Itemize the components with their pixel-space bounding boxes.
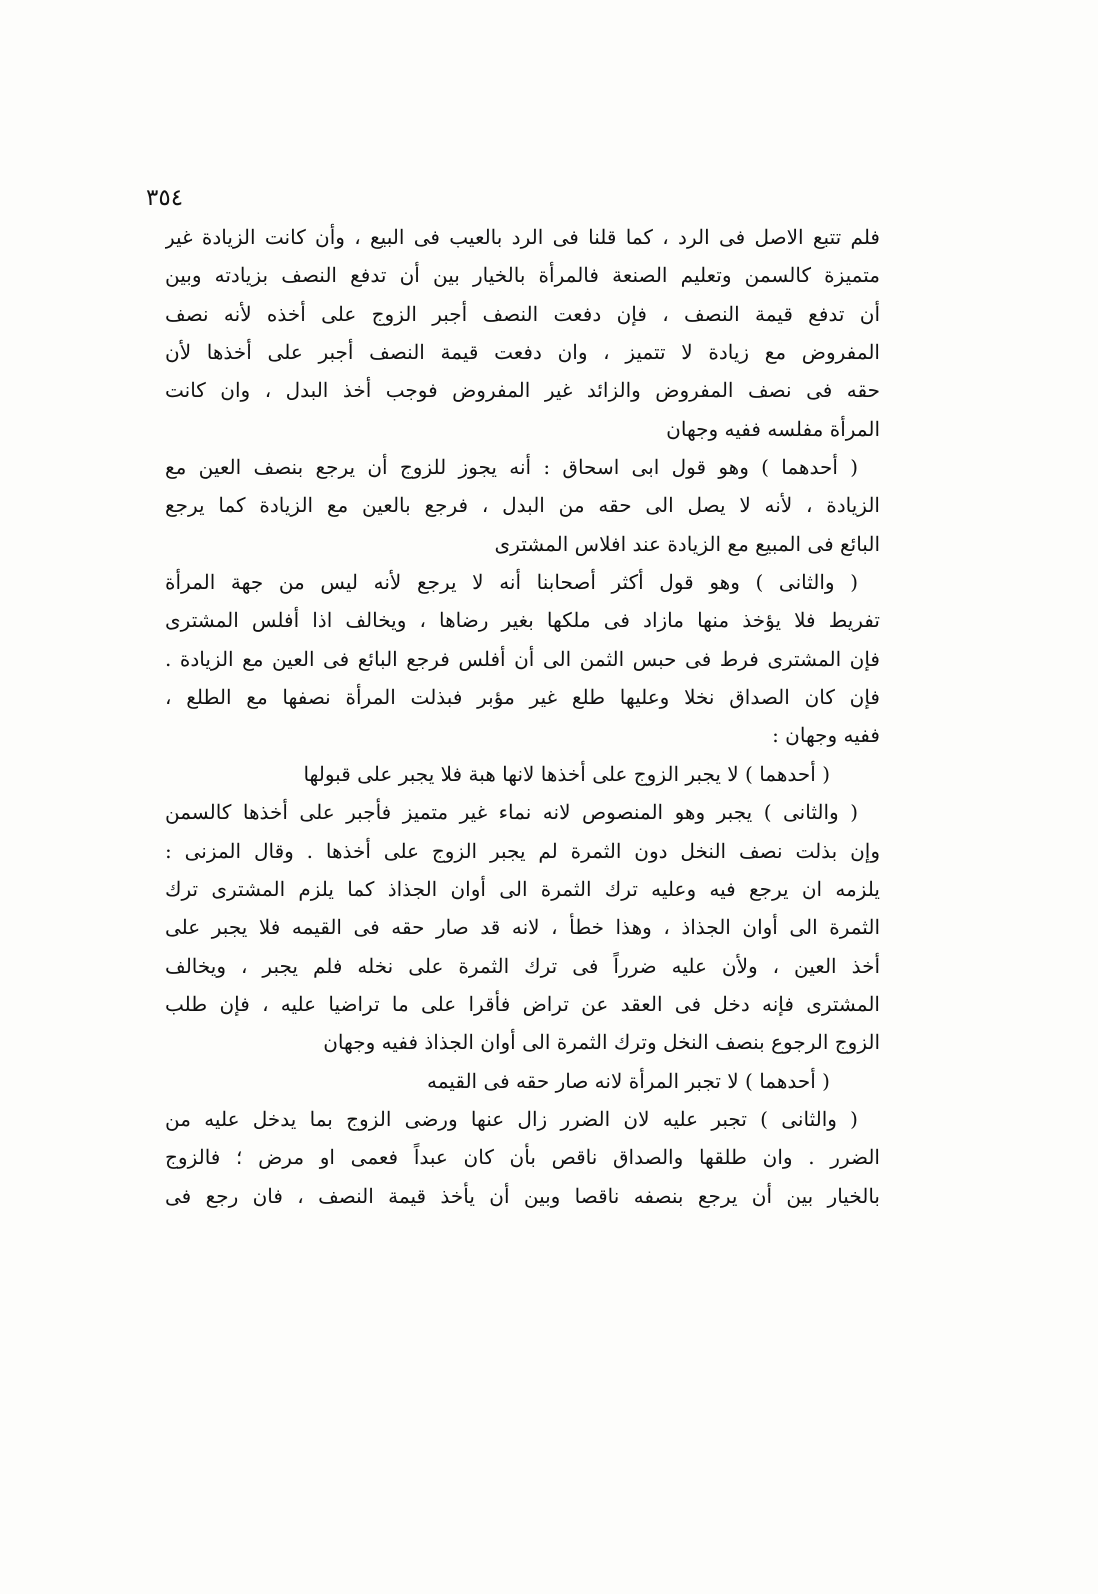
text-line: ( والثانى ) تجبر عليه لان الضرر زال عنها ورضى الزوج بما يدخل عليه من [165,1106,858,1131]
text-line: المشترى فإنه دخل فى العقد عن تراض فأقرا على ما تراضيا عليه ، فإن طلب [165,991,880,1016]
text-line: المفروض مع زيادة لا تتميز ، وان دفعت قيمة النصف أجبر على أخذها لأن [165,340,880,365]
text-line: البائع فى المبيع مع الزيادة عند افلاس المشترى [494,531,880,556]
text-line: أن تدفع قيمة النصف ، فإن دفعت النصف أجبر الزوج على أخذه لأنه نصف [165,301,880,326]
text-line: ( أحدهما ) لا تجبر المرأة لانه صار حقه فى القيمه [427,1068,830,1093]
text-line: الزوج الرجوع بنصف النخل وترك الثمرة الى أوان الجذاذ ففيه وجهان [323,1030,880,1055]
text-line: بالخيار بين أن يرجع بنصفه ناقصا وبين أن يأخذ قيمة النصف ، فان رجع فى [165,1183,880,1208]
text-line: المرأة مفلسه ففيه وجهان [666,416,880,441]
text-line: فإن المشترى فرط فى حبس الثمن الى أن أفلس فرجع البائع فى العين مع الزيادة . [165,646,880,671]
page-number: ٣٥٤ [146,185,184,211]
text-line: حقه فى نصف المفروض والزائد غير المفروض فوجب أخذ البدل ، وان كانت [165,378,880,403]
text-line: ففيه وجهان : [772,723,880,748]
text-line: متميزة كالسمن وتعليم الصنعة فالمرأة بالخيار بين أن تدفع النصف بزيادته وبين [165,263,880,288]
text-line: الضرر . وان طلقها والصداق ناقص بأن كان عبداً فعمى او مرض ؛ فالزوج [165,1145,880,1170]
text-line: الثمرة الى أوان الجذاذ ، وهذا خطأ ، لانه قد صار حقه فى القيمه فلا يجبر على [165,915,880,940]
text-line: وإن بذلت نصف النخل دون الثمرة لم يجبر الزوج على أخذها . وقال المزنى : [165,838,880,863]
text-line: ( والثانى ) وهو قول أكثر أصحابنا أنه لا يرجع لأنه ليس من جهة المرأة [165,570,858,595]
text-line: فلم تتبع الاصل فى الرد ، كما قلنا فى الرد بالعيب فى البيع ، وأن كانت الزيادة غير [165,225,880,249]
text-line: فإن كان الصداق نخلا وعليها طلع غير مؤبر فبذلت المرأة نصفها مع الطلع ، [165,685,880,710]
text-block [165,218,880,1215]
text-line: الزيادة ، لأنه لا يصل الى حقه من البدل ، فرجع بالعين مع الزيادة كما يرجع [165,493,880,518]
text-line: ( والثانى ) يجبر وهو المنصوص لانه نماء غير متميز فأجبر على أخذها كالسمن [165,800,858,825]
text-line: يلزمه ان يرجع فيه وعليه ترك الثمرة الى أوان الجذاذ كما يلزم المشترى ترك [165,876,880,901]
text-line: أخذ العين ، ولأن عليه ضرراً فى ترك الثمرة على نخله فلم يجبر ، ويخالف [165,953,880,978]
text-line: ( أحدهما ) وهو قول ابى اسحاق : أنه يجوز للزوج أن يرجع بنصف العين مع [165,455,858,480]
text-line: ( أحدهما ) لا يجبر الزوج على أخذها لانها هبة فلا يجبر على قبولها [303,761,830,786]
text-line: تفريط فلا يؤخذ منها مازاد فى ملكها بغير رضاها ، ويخالف اذا أفلس المشترى [165,608,880,633]
